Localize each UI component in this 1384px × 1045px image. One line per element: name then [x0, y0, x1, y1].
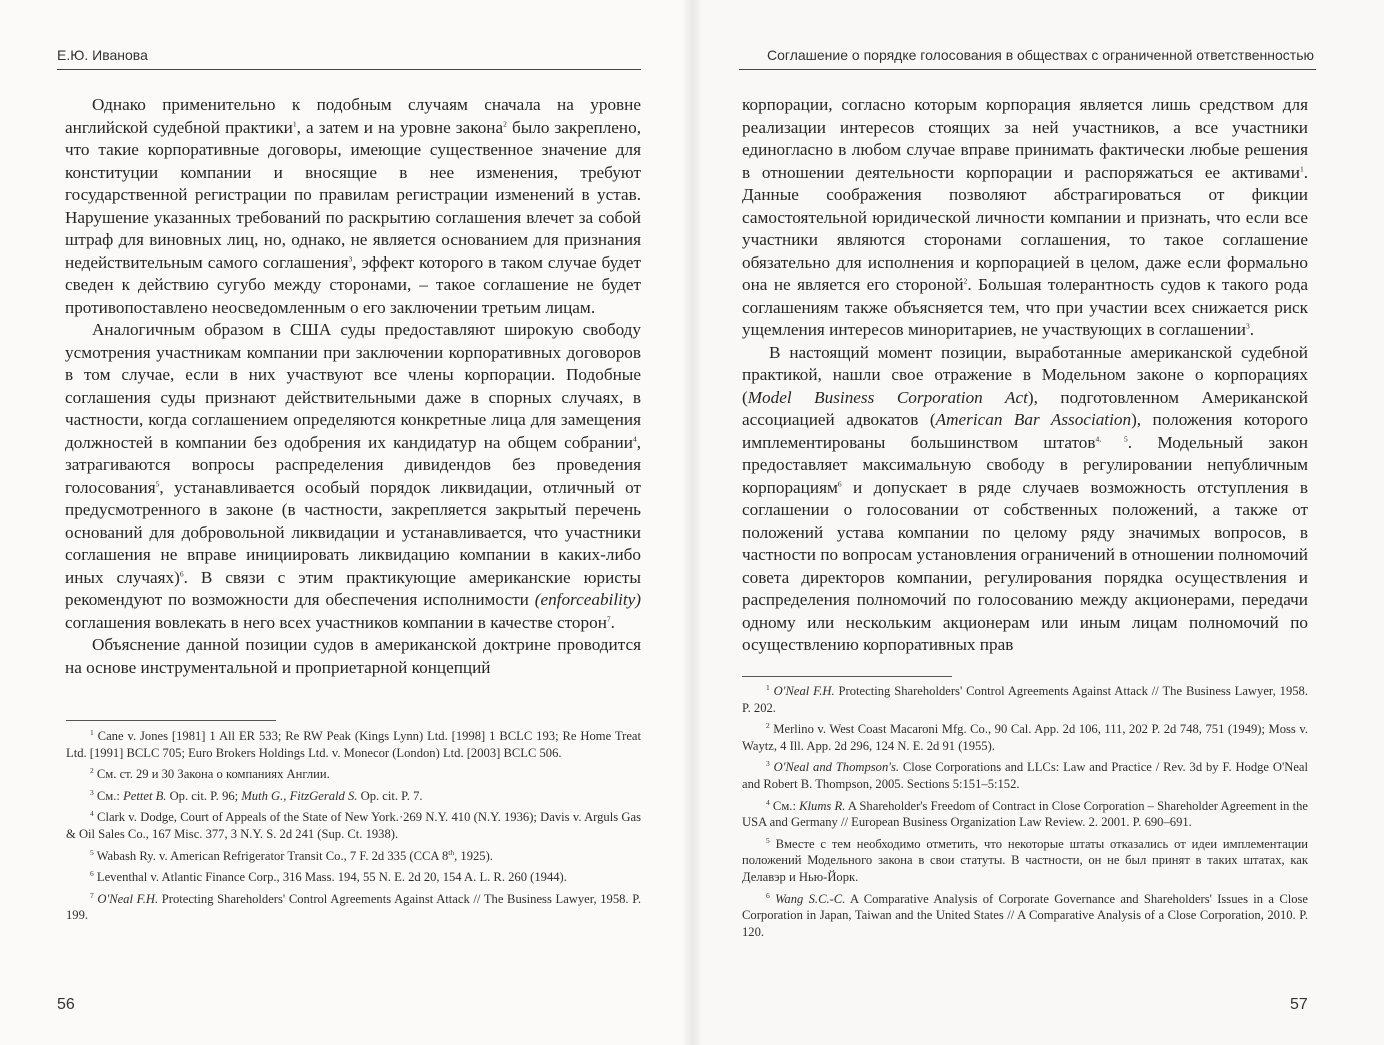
italic-text: Model Business Corporation Act: [747, 387, 1028, 407]
footnote-marker: 3: [348, 253, 353, 263]
footnote-marker: 6: [179, 568, 184, 578]
footnote-marker: 2: [503, 118, 507, 128]
page-number: 56: [57, 996, 75, 1013]
paragraph: Однако применительно к подобным случаям сначала на уровне английской судебной практики$^1$, а затем и на уровне закона$^2$ было закреплено, что такие корпоративные договоры, имеющие существенное значение для конституции компании и вносящие в нее изменения, требуют государственной регистрации по правилам регистрации изменений в устав. Нарушение указанных требований по раскрытию соглашения влечет за собой штраф для виновных лиц, но, однако, не является основанием для признания недействительным самого соглашения$^3$, эффект которого в таком случае будет сведен к действию сугубо между сторонами, – такое соглашение не будет противопоставлено неосведомленным о его заключении третьим лицам.: [65, 95, 642, 317]
paragraph: Аналогичным образом в США суды предоставляют широкую свободу усмотрения участникам компании при заключении корпоративных договоров в том случае, если в них участвуют все члены корпорации. Подобные соглашения суды признают действительными даже в спорных случаях, в частности, когда соглашением определяются конкретные лица для замещения должностей в компании без одобрения их кандидатур на общем собрании$^4$, затрагиваются вопросы распределения дивидендов без проведения голосования$^5$, устанавливается особый порядок ликвидации, отличный от предусмотренного в законе (в частности, закрепляется закрытый перечень оснований для добровольной ликвидации и устанавливается, что участники соглашения не вправе инициировать ликвидацию компании в каких-либо иных случаях)$^6$. В связи с этим практикующие американские юристы рекомендуют по возможности для обеспечения исполнимости (enforceability) соглашения вовлекать в него всех участников компании в качестве сторон$^7$.: [65, 320, 641, 632]
book-gutter: [682, 0, 702, 1045]
italic-text: Pettet B.: [123, 788, 167, 803]
footnote-rule: [66, 720, 276, 721]
running-head: Соглашение о порядке голосования в обществах с ограниченной ответственностью: [767, 47, 1314, 63]
italic-text: Klums R.: [799, 798, 846, 813]
footnote-marker: 6: [90, 868, 94, 878]
italic-text: Muth G., FitzGerald S.: [241, 788, 358, 803]
footnote-marker: 4: [766, 797, 770, 807]
footnotes: [66, 728, 641, 929]
footnote-marker: 4: [632, 433, 637, 443]
footnote-marker: 7: [606, 613, 611, 623]
footnote-marker: 6: [837, 478, 842, 488]
footnote: $^1$ O'Neal F.H. Protecting Shareholders' Control Agreements Against Attack // The Business Lawyer, 1958. P. 202.: [742, 682, 1308, 715]
footnote: $^6$ Wang S.C.-C. A Comparative Analysis of Corporate Governance and Shareholders' Issues in a Close Corporation in Japan, Taiwan and the United States // A Comparative Analysis of a Close Corporation, 2010. P. 120.: [742, 890, 1309, 939]
footnote-marker: 1: [766, 682, 770, 692]
italic-text: O'Neal F.H.: [97, 891, 159, 906]
footnote-marker: 3: [90, 787, 94, 797]
italic-text: American Bar Association: [935, 410, 1132, 429]
footnote: $^7$ O'Neal F.H. Protecting Shareholders' Control Agreements Against Attack // The Business Lawyer, 1958. P. 199.: [66, 890, 641, 923]
footnote: $^4$ Clark v. Dodge, Court of Appeals of the State of New York.·269 N.Y. 410 (N.Y. 1936); Davis v. Arguls Gas & Oil Sales Co., 167 Misc. 377, 3 N.Y. S. 2d 241 (Sup. Ct. 1938).: [66, 809, 641, 841]
footnote: $^2$ Merlino v. West Coast Macaroni Mfg. Co., 90 Cal. App. 2d 106, 111, 202 P. 2d 748, 751 (1949); Moss v. Waytz, 4 Ill. App. 2d 296, 124 N. E. 2d 91 (1955).: [742, 721, 1308, 753]
body-text: [65, 94, 641, 679]
footnote: $^6$ Leventhal v. Atlantic Finance Corp., 316 Mass. 194, 55 N. E. 2d 20, 154 A. L. R. 260 (1944).: [90, 868, 567, 885]
footnote-marker: 1: [292, 118, 297, 128]
footnote-marker: 5: [766, 835, 770, 845]
footnote-marker: 4, 5: [1095, 433, 1128, 443]
paragraph: Объяснение данной позиции судов в американской доктрине проводится на основе инструментальной и проприетарной концепций: [65, 635, 641, 677]
footnote-rule: [742, 676, 952, 677]
footnote: $^5$ Wabash Ry. v. American Refrigerator Transit Co., 7 F. 2d 335 (CCA 8th, 1925).: [90, 847, 493, 863]
footnote-marker: 2: [963, 276, 968, 286]
running-head: Е.Ю. Иванова: [57, 47, 148, 63]
footnote: $^2$ См. ст. 29 и 30 Закона о компаниях Англии.: [90, 766, 330, 782]
italic-text: (enforceability): [534, 590, 641, 609]
italic-text: O'Neal and Thompson's.: [773, 760, 900, 775]
footnote-marker: 4: [90, 809, 94, 819]
footnote-marker: 5: [155, 478, 160, 488]
footnote-marker: 2: [90, 766, 94, 775]
header-rule: [57, 69, 641, 70]
right-page: [692, 0, 1384, 1045]
footnote-marker: 1: [90, 727, 94, 737]
footnote: $^5$ Вместе с тем необходимо отметить, что некоторые штаты отказались от идеи имплементации положений Модельного закона в свои статуты. В частности, он не был принят в таких штатах, как Делавэр и Нью-Йорк.: [742, 835, 1308, 884]
italic-text: O'Neal F.H.: [773, 684, 835, 698]
footnote-marker: 2: [766, 721, 770, 730]
footnote: $^1$ Cane v. Jones [1981] 1 All ER 533; Re RW Peak (Kings Lynn) Ltd. [1998] 1 BCLC 193; Re Home Treat Ltd. [1991] BCLC 705; Euro Brokers Holdings Ltd. v. Monecor (London) Ltd. [2003] BCLC 506.: [66, 727, 641, 760]
footnote-marker: 7: [90, 890, 94, 900]
footnote: $^3$ O'Neal and Thompson's. Close Corporations and LLCs: Law and Practice / Rev. 3d by F. Hodge O'Neal and Robert B. Thompson, 2005. Sections 5:151–5:152.: [742, 759, 1309, 791]
footnote-marker: th: [448, 847, 455, 857]
footnote-marker: 1: [1299, 163, 1304, 173]
footnote: $^4$ См.: Klums R. A Shareholder's Freedom of Contract in Close Corporation – Shareholder Agreement in the USA and Germany // European Business Organization Law Review. 2. 2001. P. 690–691.: [742, 797, 1308, 830]
footnote-marker: 5: [90, 847, 94, 857]
header-rule: [739, 69, 1316, 70]
footnotes: [742, 683, 1308, 945]
page-number: 57: [1290, 996, 1308, 1013]
paragraph: В настоящий момент позиции, выработанные американской судебной практикой, нашли свое отражение в Модельном законе о корпорациях (Model Business Corporation Act), подготовленном Американской ассоциацией адвокатов (American Bar Association), положения которого имплементированы большинством штатов$^{4, 5}$. Модельный закон предоставляет максимальную свободу в регулировании непубличным корпорациям$^6$ и допускает в ряде случаев возможность отступления в соглашении о голосовании от собственных положений, а также от положений устава компании по целому ряду значимых вопросов, в частности по вопросам установления ограничений в отношении полномочий совета директоров компании, регулирования порядка осуществления и распределения полномочий по голосованию между акционерами, передачи одному или нескольким акционерам или иным лицам полномочий по осуществлению корпоративных прав: [742, 342, 1309, 654]
italic-text: Wang S.C.-C.: [775, 891, 846, 906]
footnote-marker: 3: [766, 759, 770, 769]
footnote-marker: 3: [1245, 321, 1250, 331]
body-text: [742, 94, 1308, 657]
paragraph: корпорации, согласно которым корпорация является лишь средством для реализации интересов стоящих за ней участников, а все участники единогласно в любом случае вправе принимать фактически любые решения в отношении деятельности корпорации и распоряжаться ее активами$^1$. Данные соображения позволяют абстрагироваться от фикции самостоятельной юридической личности компании и признать, что если все участники являются сторонами соглашения, то такое соглашение обязательно для исполнения и корпорацией в целом, даже если формально она не является его стороной$^2$. Большая толерантность судов к такого рода соглашениям также объясняется тем, что при участии всех снижается риск ущемления интересов миноритариев, не участвующих в соглашении$^3$.: [742, 95, 1309, 339]
footnote: $^3$ См.: Pettet B. Op. cit. P. 96; Muth G., FitzGerald S. Op. cit. P. 7.: [90, 787, 423, 803]
footnote-marker: 6: [766, 890, 770, 900]
